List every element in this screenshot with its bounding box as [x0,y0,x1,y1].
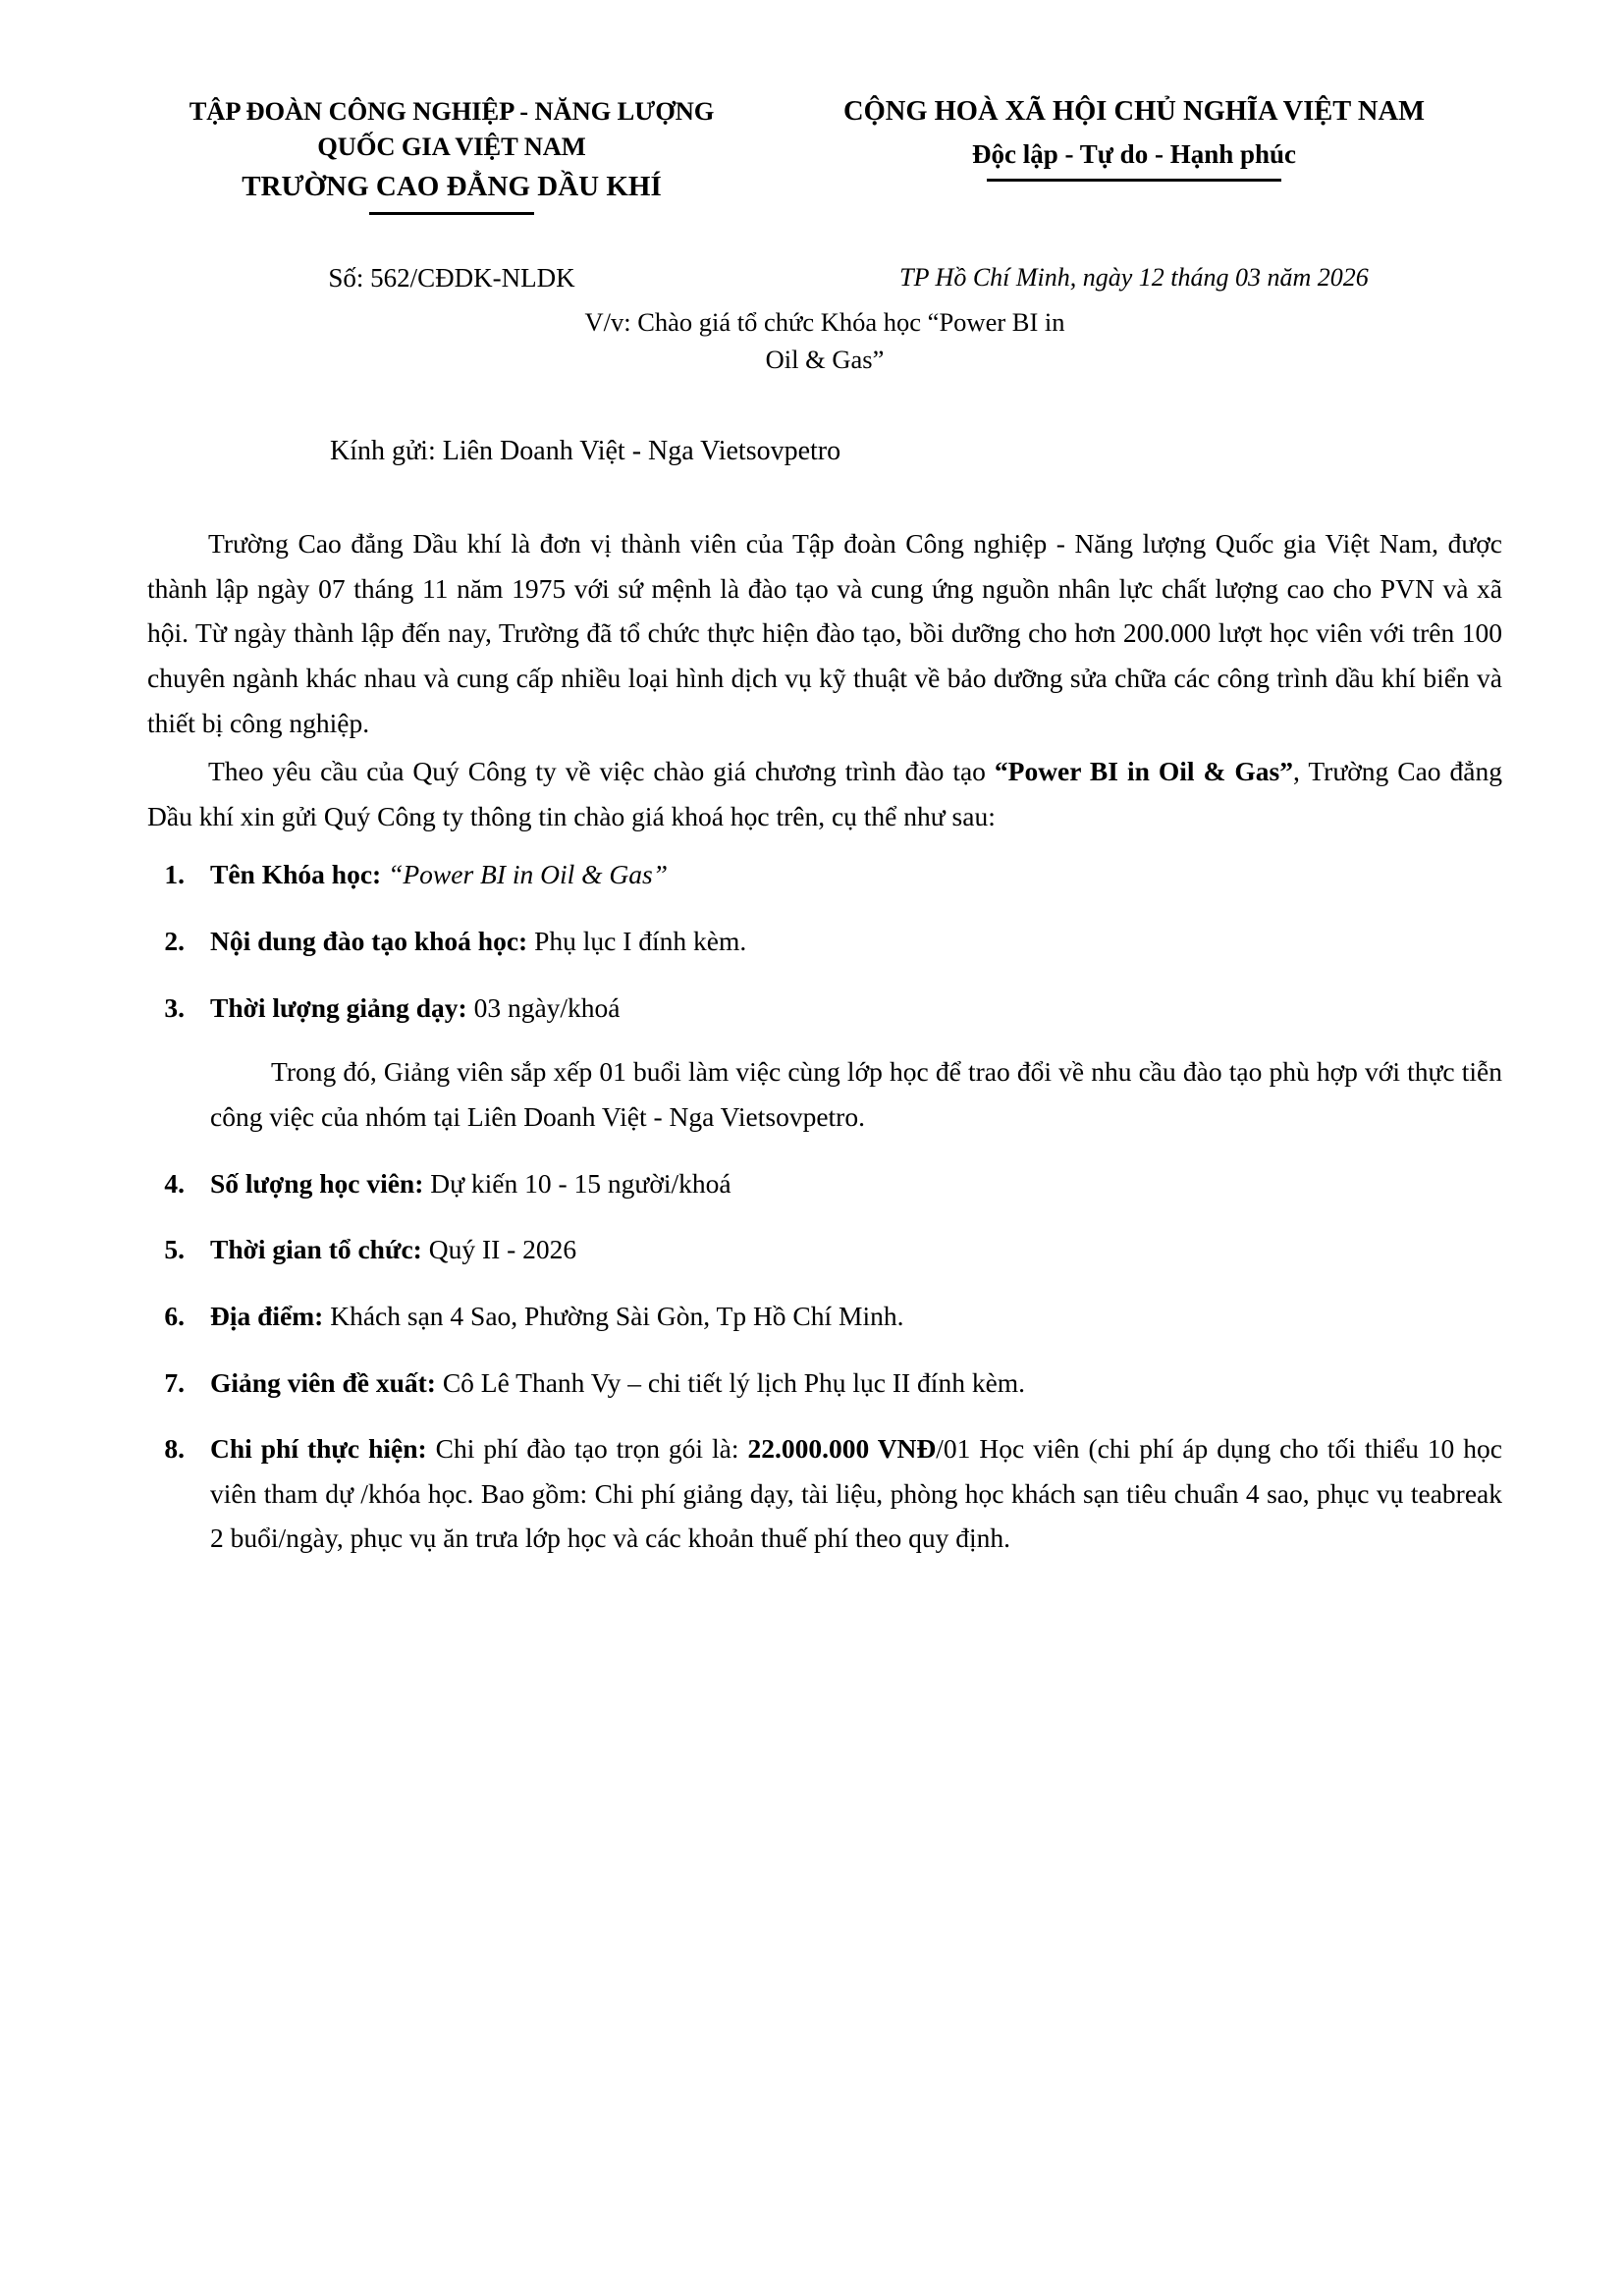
list-item-2-value: Phụ lục I đính kèm. [527,926,747,957]
list-item-5-value: Quý II - 2026 [421,1234,577,1265]
list-item-8 [147,1426,1502,1561]
list-item-8-body [210,1426,1502,1561]
list-item-3-value: 03 ngày/khoá [466,991,621,1023]
list-item-4-number: 4. [164,1167,185,1199]
document-number: Số: 562/CĐDK-NLDK [328,263,575,294]
list-item-1-value: “Power BI in Oil & Gas” [381,859,669,890]
body-paragraph-1: Trường Cao đẳng Dầu khí là đơn vị thành viên của Tập đoàn Công nghiệp - Năng lượng Quốc gia Việt Nam, được thành lập ngày 07 tháng 11 năm 1975 với sứ mệnh là đào tạo và cung ứng nguồn nhân lực chất lượng cao cho PVN và xã hội. Từ ngày thành lập đến nay, Trường đã tổ chức thực hiện đào tạo, bồi dưỡng cho hơn 200.000 lượt học viên với trên 100 chuyên ngành khác nhau và cung cấp nhiều loại hình dịch vụ kỹ thuật về bảo dưỡng sửa chữa các công trình dầu khí biển và thiết bị công nghiệp. [147,527,1502,738]
list-item-7 [147,1361,1502,1406]
paragraph-2-part-2: , Trường Cao đẳng Dầu khí xin gửi Quý Công ty thông tin chào giá khoá học trên, cụ thể như sau: [147,756,1502,831]
list-item-3-label: Thời lượng giảng dạy: [210,991,467,1023]
list-item-1 [147,852,1502,897]
list-item-3-body [210,986,1502,1140]
list-item-2-number: 2. [164,926,185,957]
list-item-3 [147,986,1502,1140]
list-item-6-value: Khách sạn 4 Sao, Phường Sài Gòn, Tp Hồ Chí Minh. [323,1300,904,1331]
list-item-5-number: 5. [164,1234,185,1265]
list-item-8-label: Chi phí thực hiện: [210,1433,427,1465]
letterhead-left [147,93,756,215]
body-paragraph-2 [147,749,1502,838]
list-item-1-body [210,852,1502,897]
recipient-line: Kính gửi: Liên Doanh Việt - Nga Vietsovpetro [330,435,841,466]
offer-items-list [147,852,1502,1561]
list-item-4-value: Dự kiến 10 - 15 người/khoá [423,1167,731,1199]
letterhead-right-divider [987,179,1281,182]
subject-line-2: Oil & Gas” [765,345,885,375]
list-item-4-body [210,1161,1502,1206]
reference-right [756,260,1502,297]
list-item-6 [147,1294,1502,1339]
reference-left [147,260,756,297]
list-item-2-label: Nội dung đào tạo khoá học: [210,926,528,957]
nation-title: CỘNG HOÀ XÃ HỘI CHỦ NGHĨA VIỆT NAM [843,96,1425,127]
document-content [147,93,1502,1561]
list-item-8-value-post: /01 Học viên (chi phí áp dụng cho tối thiểu 10 học viên tham dự /khóa học. Bao gồm: Chi phí giảng dạy, tài liệu, phòng học khách sạn tiêu chuẩn 4 sao, phục vụ teabreak 2 buổi/ngày, phục vụ ăn trưa lớp học và các khoản thuế phí theo quy định. [210,1433,1502,1554]
document-body [147,521,1502,1561]
list-item-7-body [210,1361,1502,1406]
list-item-6-number: 6. [164,1300,185,1331]
list-item-7-label: Giảng viên đề xuất: [210,1366,436,1398]
school-name: TRƯỜNG CAO ĐẲNG DẦU KHÍ [242,171,662,203]
letterhead-left-divider [369,212,534,215]
list-item-5-body [210,1227,1502,1272]
subject-block [147,303,1502,379]
list-item-2 [147,919,1502,964]
list-item-3-continuation: Trong đó, Giảng viên sắp xếp 01 buổi làm việc cùng lớp học để trao đổi về nhu cầu đào tạo phù hợp với thực tiễn công việc của nhóm tại Liên Doanh Việt - Nga Vietsovpetro. [210,1056,1502,1132]
organization-line-1: TẬP ĐOÀN CÔNG NGHIỆP - NĂNG LƯỢNG [189,96,715,126]
paragraph-2-part-1: Theo yêu cầu của Quý Công ty về việc chào giá chương trình đào tạo [208,756,995,787]
list-item-7-value: Cô Lê Thanh Vy – chi tiết lý lịch Phụ lục II đính kèm. [435,1366,1026,1398]
list-item-8-number: 8. [164,1433,185,1465]
paragraph-2-course-title: “Power BI in Oil & Gas” [994,756,1293,787]
list-item-5 [147,1227,1502,1272]
list-item-8-value-pre: Chi phí đào tạo trọn gói là: [426,1433,748,1465]
list-item-8-price: 22.000.000 VNĐ [747,1433,937,1465]
list-item-7-number: 7. [164,1366,185,1398]
list-item-3-number: 3. [164,991,185,1023]
reference-block [147,260,1502,297]
organization-line-2: QUỐC GIA VIỆT NAM [317,132,586,162]
letterhead-right [756,93,1502,182]
place-and-date: TP Hồ Chí Minh, ngày 12 tháng 03 năm 2026 [899,263,1369,293]
subject-line-1: V/v: Chào giá tổ chức Khóa học “Power BI in [584,306,1065,337]
list-item-1-label: Tên Khóa học: [210,859,382,890]
list-item-5-label: Thời gian tổ chức: [210,1234,422,1265]
list-item-4 [147,1161,1502,1206]
list-item-1-number: 1. [164,859,185,890]
list-item-2-body [210,919,1502,964]
national-motto: Độc lập - Tự do - Hạnh phúc [971,138,1297,169]
list-item-6-label: Địa điểm: [210,1300,324,1331]
list-item-4-label: Số lượng học viên: [210,1167,424,1199]
letterhead [147,93,1502,215]
list-item-6-body [210,1294,1502,1339]
